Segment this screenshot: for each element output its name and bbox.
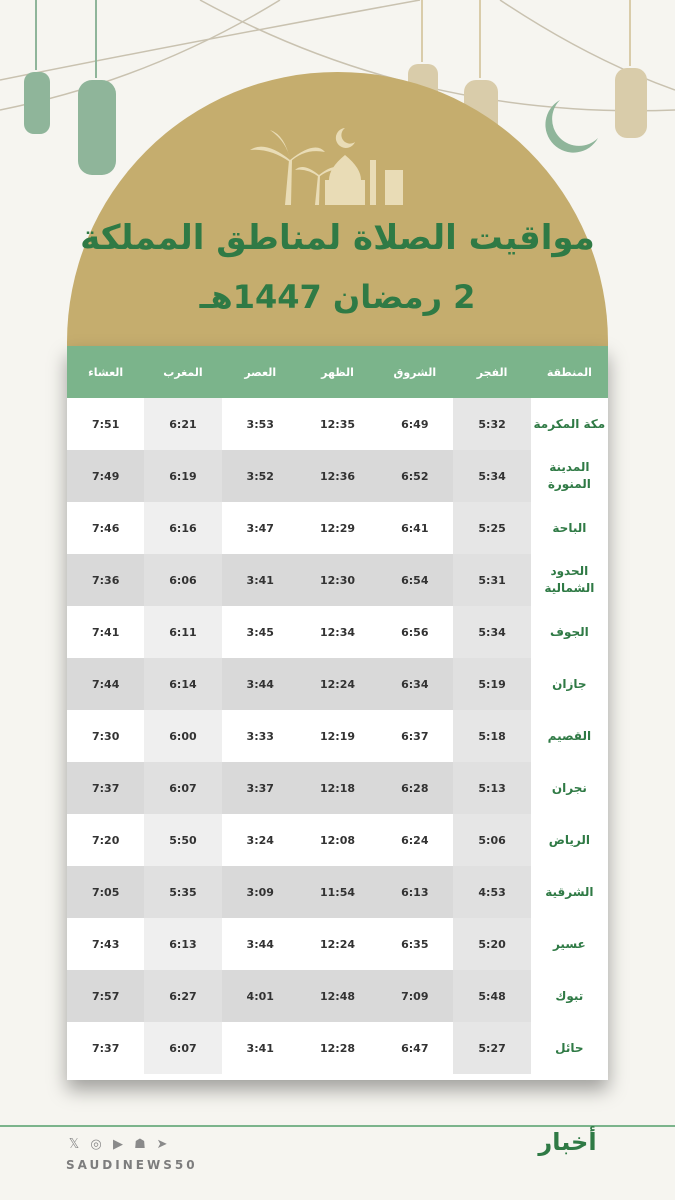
table-row xyxy=(67,554,608,606)
prayer-time-cell: 3:53 xyxy=(246,417,274,431)
prayer-time-cell: 5:48 xyxy=(453,970,530,1022)
brand-logo: أخبار xyxy=(538,1128,597,1156)
page-title: مواقيت الصلاة لمناطق المملكة xyxy=(80,218,595,258)
prayer-time-cell: 6:27 xyxy=(144,970,221,1022)
prayer-time-cell: 6:49 xyxy=(401,417,429,431)
column-header: الظهر xyxy=(321,365,354,379)
mosque-palm-icon xyxy=(245,120,425,210)
prayer-time-cell: 12:24 xyxy=(320,937,356,951)
prayer-time-cell: 3:47 xyxy=(246,521,274,535)
page-subtitle-date: 2 رمضان 1447هـ xyxy=(199,278,476,316)
snapchat-icon[interactable]: ☗ xyxy=(134,1136,146,1152)
prayer-time-cell: 5:25 xyxy=(453,502,530,554)
prayer-time-cell: 6:21 xyxy=(144,398,221,450)
table-row xyxy=(67,814,608,866)
prayer-time-cell: 12:24 xyxy=(320,677,356,691)
table-row xyxy=(67,450,608,502)
prayer-time-cell: 7:46 xyxy=(91,521,120,535)
prayer-time-cell: 3:09 xyxy=(246,885,274,899)
prayer-time-cell: 6:07 xyxy=(144,1022,221,1074)
prayer-time-cell: 6:35 xyxy=(401,937,429,951)
prayer-time-cell: 3:37 xyxy=(246,781,274,795)
prayer-time-cell: 6:14 xyxy=(144,658,221,710)
prayer-time-cell: 7:51 xyxy=(91,417,120,431)
region-name: الباحة xyxy=(531,502,608,554)
table-row xyxy=(67,918,608,970)
prayer-time-cell: 3:24 xyxy=(246,833,274,847)
prayer-time-cell: 5:13 xyxy=(453,762,530,814)
prayer-time-cell: 7:44 xyxy=(91,677,120,691)
prayer-time-cell: 7:49 xyxy=(91,469,120,483)
prayer-time-cell: 5:32 xyxy=(453,398,530,450)
prayer-time-cell: 12:08 xyxy=(320,833,356,847)
column-header: المغرب xyxy=(163,365,203,379)
prayer-time-cell: 6:52 xyxy=(401,469,429,483)
prayer-time-cell: 12:19 xyxy=(320,729,356,743)
prayer-time-cell: 6:16 xyxy=(144,502,221,554)
prayer-time-cell: 5:18 xyxy=(453,710,530,762)
prayer-time-cell: 12:34 xyxy=(320,625,356,639)
region-name: الجوف xyxy=(531,606,608,658)
prayer-time-cell: 3:52 xyxy=(246,469,274,483)
prayer-time-cell: 6:00 xyxy=(144,710,221,762)
prayer-time-cell: 5:31 xyxy=(453,554,530,606)
region-name: الرياض xyxy=(531,814,608,866)
prayer-time-cell: 5:35 xyxy=(144,866,221,918)
prayer-time-cell: 12:36 xyxy=(320,469,356,483)
column-header: العصر xyxy=(244,365,277,379)
prayer-time-cell: 7:05 xyxy=(91,885,120,899)
table-row xyxy=(67,606,608,658)
region-name: المدينة المنورة xyxy=(531,450,608,502)
column-header: المنطقة xyxy=(546,365,592,379)
prayer-time-cell: 3:44 xyxy=(246,677,274,691)
prayer-time-cell: 12:48 xyxy=(320,989,356,1003)
region-name: حائل xyxy=(531,1022,608,1074)
prayer-time-cell: 12:29 xyxy=(320,521,356,535)
region-name: تبوك xyxy=(531,970,608,1022)
prayer-time-cell: 7:36 xyxy=(91,573,120,587)
prayer-time-cell: 5:34 xyxy=(453,450,530,502)
region-name: نجران xyxy=(531,762,608,814)
social-icons xyxy=(66,1136,170,1152)
prayer-time-cell: 7:09 xyxy=(401,989,429,1003)
prayer-time-cell: 7:20 xyxy=(91,833,120,847)
prayer-time-cell: 6:37 xyxy=(401,729,429,743)
table-row xyxy=(67,866,608,918)
prayer-time-cell: 7:41 xyxy=(91,625,120,639)
prayer-time-cell: 5:19 xyxy=(453,658,530,710)
prayer-time-cell: 4:53 xyxy=(453,866,530,918)
region-name: القصيم xyxy=(531,710,608,762)
prayer-time-cell: 3:41 xyxy=(246,573,274,587)
region-name: مكة المكرمة xyxy=(531,398,608,450)
prayer-time-cell: 12:30 xyxy=(320,573,356,587)
table-row xyxy=(67,710,608,762)
prayer-time-cell: 6:41 xyxy=(401,521,429,535)
prayer-time-cell: 12:28 xyxy=(320,1041,356,1055)
column-header: الفجر xyxy=(476,365,508,379)
prayer-time-cell: 6:56 xyxy=(401,625,429,639)
prayer-time-cell: 5:20 xyxy=(453,918,530,970)
prayer-time-cell: 3:44 xyxy=(246,937,274,951)
prayer-time-cell: 7:57 xyxy=(91,989,120,1003)
prayer-time-cell: 5:06 xyxy=(453,814,530,866)
table-row xyxy=(67,1022,608,1074)
footer-divider xyxy=(0,1125,675,1127)
table-row xyxy=(67,658,608,710)
youtube-icon[interactable]: ▶ xyxy=(113,1136,123,1152)
prayer-time-cell: 6:11 xyxy=(144,606,221,658)
telegram-icon[interactable]: ➤ xyxy=(156,1136,168,1152)
instagram-icon[interactable]: ◎ xyxy=(90,1136,102,1152)
prayer-time-cell: 7:30 xyxy=(91,729,120,743)
prayer-time-cell: 5:34 xyxy=(453,606,530,658)
column-header: العشاء xyxy=(88,365,124,379)
prayer-time-cell: 3:41 xyxy=(246,1041,274,1055)
table-body xyxy=(67,398,608,1074)
table-row xyxy=(67,970,608,1022)
region-name: الشرقية xyxy=(531,866,608,918)
social-handle: SAUDINEWS50 xyxy=(66,1158,198,1172)
prayer-time-cell: 6:28 xyxy=(401,781,429,795)
prayer-time-cell: 6:13 xyxy=(144,918,221,970)
prayer-time-cell: 12:35 xyxy=(320,417,356,431)
table-row xyxy=(67,398,608,450)
prayer-time-cell: 11:54 xyxy=(320,885,356,899)
prayer-time-cell: 12:18 xyxy=(320,781,356,795)
column-header: الشروق xyxy=(393,365,437,379)
prayer-time-cell: 7:37 xyxy=(91,1041,120,1055)
prayer-time-cell: 6:07 xyxy=(144,762,221,814)
prayer-time-cell: 5:27 xyxy=(453,1022,530,1074)
prayer-time-cell: 6:54 xyxy=(401,573,429,587)
region-name: الحدود الشمالية xyxy=(531,554,608,606)
table-header xyxy=(67,346,608,398)
prayer-time-cell: 6:24 xyxy=(401,833,429,847)
prayer-time-cell: 6:47 xyxy=(401,1041,429,1055)
region-name: عسير xyxy=(531,918,608,970)
prayer-time-cell: 3:45 xyxy=(246,625,274,639)
prayer-time-cell: 6:19 xyxy=(144,450,221,502)
table-row xyxy=(67,502,608,554)
prayer-time-cell: 7:37 xyxy=(91,781,120,795)
prayer-time-cell: 6:13 xyxy=(401,885,429,899)
region-name: جازان xyxy=(531,658,608,710)
prayer-time-cell: 3:33 xyxy=(246,729,274,743)
prayer-times-table xyxy=(67,346,608,1080)
prayer-time-cell: 7:43 xyxy=(91,937,120,951)
prayer-time-cell: 5:50 xyxy=(144,814,221,866)
prayer-time-cell: 6:34 xyxy=(401,677,429,691)
table-row xyxy=(67,762,608,814)
x-icon[interactable]: 𝕏 xyxy=(68,1136,80,1152)
prayer-time-cell: 6:06 xyxy=(144,554,221,606)
prayer-time-cell: 4:01 xyxy=(246,989,274,1003)
